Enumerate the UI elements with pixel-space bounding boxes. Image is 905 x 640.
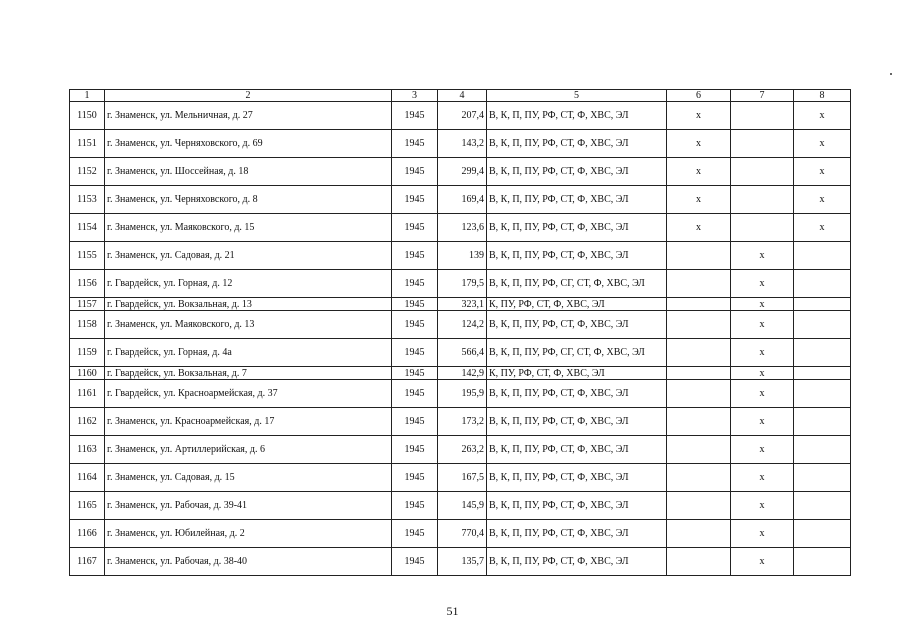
column-8-mark-cell: [794, 242, 851, 270]
utilities-cell: В, К, П, ПУ, РФ, СГ, СТ, Ф, ХВС, ЭЛ: [487, 339, 667, 367]
column-8-mark-cell: [794, 270, 851, 298]
column-7-mark-cell: х: [731, 242, 794, 270]
row-number-cell: 1164: [70, 464, 105, 492]
utilities-cell: В, К, П, ПУ, РФ, СТ, Ф, ХВС, ЭЛ: [487, 464, 667, 492]
table-row: [70, 436, 851, 464]
page-number: 51: [446, 604, 459, 618]
column-7-mark-cell: [731, 214, 794, 242]
column-6-mark-cell: [667, 548, 731, 576]
utilities-cell: В, К, П, ПУ, РФ, СТ, Ф, ХВС, ЭЛ: [487, 436, 667, 464]
column-7-mark-cell: х: [731, 270, 794, 298]
column-6-mark-cell: х: [667, 158, 731, 186]
area-cell: 299,4: [438, 158, 487, 186]
column-8-mark-cell: [794, 311, 851, 339]
year-cell: 1945: [392, 242, 438, 270]
column-7-mark-cell: х: [731, 380, 794, 408]
utilities-cell: В, К, П, ПУ, РФ, СТ, Ф, ХВС, ЭЛ: [487, 311, 667, 339]
column-8-mark-cell: х: [794, 130, 851, 158]
address-cell: г. Знаменск, ул. Шоссейная, д. 18: [105, 158, 392, 186]
column-6-mark-cell: [667, 408, 731, 436]
year-cell: 1945: [392, 298, 438, 311]
row-number-cell: 1155: [70, 242, 105, 270]
address-cell: г. Знаменск, ул. Рабочая, д. 38-40: [105, 548, 392, 576]
table-row: [70, 242, 851, 270]
row-number-cell: 1161: [70, 380, 105, 408]
header-col-7: 7: [731, 90, 794, 102]
row-number-cell: 1166: [70, 520, 105, 548]
column-6-mark-cell: [667, 367, 731, 380]
column-6-mark-cell: [667, 270, 731, 298]
header-col-1: 1: [70, 90, 105, 102]
column-8-mark-cell: [794, 408, 851, 436]
area-cell: 135,7: [438, 548, 487, 576]
year-cell: 1945: [392, 102, 438, 130]
area-cell: 143,2: [438, 130, 487, 158]
column-7-mark-cell: х: [731, 311, 794, 339]
area-cell: 195,9: [438, 380, 487, 408]
year-cell: 1945: [392, 339, 438, 367]
column-6-mark-cell: [667, 311, 731, 339]
table-row: [70, 520, 851, 548]
table-row: [70, 380, 851, 408]
header-col-4: 4: [438, 90, 487, 102]
year-cell: 1945: [392, 464, 438, 492]
header-col-2: 2: [105, 90, 392, 102]
address-cell: г. Гвардейск, ул. Горная, д. 12: [105, 270, 392, 298]
header-col-3: 3: [392, 90, 438, 102]
column-7-mark-cell: х: [731, 520, 794, 548]
area-cell: 145,9: [438, 492, 487, 520]
area-cell: 207,4: [438, 102, 487, 130]
area-cell: 179,5: [438, 270, 487, 298]
scan-speck: [890, 73, 892, 75]
column-7-mark-cell: х: [731, 492, 794, 520]
address-cell: г. Знаменск, ул. Маяковского, д. 13: [105, 311, 392, 339]
area-cell: 139: [438, 242, 487, 270]
table-row: [70, 367, 851, 380]
column-6-mark-cell: х: [667, 130, 731, 158]
column-8-mark-cell: [794, 436, 851, 464]
table-row: [70, 464, 851, 492]
row-number-cell: 1167: [70, 548, 105, 576]
year-cell: 1945: [392, 158, 438, 186]
column-6-mark-cell: [667, 520, 731, 548]
column-7-mark-cell: х: [731, 339, 794, 367]
table-row: [70, 492, 851, 520]
year-cell: 1945: [392, 492, 438, 520]
utilities-cell: В, К, П, ПУ, РФ, СТ, Ф, ХВС, ЭЛ: [487, 548, 667, 576]
column-7-mark-cell: х: [731, 298, 794, 311]
area-cell: 323,1: [438, 298, 487, 311]
column-7-mark-cell: [731, 158, 794, 186]
utilities-cell: В, К, П, ПУ, РФ, СТ, Ф, ХВС, ЭЛ: [487, 408, 667, 436]
row-number-cell: 1162: [70, 408, 105, 436]
utilities-cell: В, К, П, ПУ, РФ, СТ, Ф, ХВС, ЭЛ: [487, 242, 667, 270]
row-number-cell: 1154: [70, 214, 105, 242]
row-number-cell: 1152: [70, 158, 105, 186]
row-number-cell: 1157: [70, 298, 105, 311]
column-8-mark-cell: [794, 464, 851, 492]
address-cell: г. Гвардейск, ул. Вокзальная, д. 13: [105, 298, 392, 311]
table-row: [70, 408, 851, 436]
column-6-mark-cell: [667, 380, 731, 408]
year-cell: 1945: [392, 548, 438, 576]
table-row: [70, 214, 851, 242]
row-number-cell: 1160: [70, 367, 105, 380]
table-row: [70, 311, 851, 339]
column-6-mark-cell: х: [667, 214, 731, 242]
year-cell: 1945: [392, 311, 438, 339]
area-cell: 123,6: [438, 214, 487, 242]
column-6-mark-cell: [667, 464, 731, 492]
table-row: [70, 339, 851, 367]
year-cell: 1945: [392, 214, 438, 242]
row-number-cell: 1156: [70, 270, 105, 298]
row-number-cell: 1151: [70, 130, 105, 158]
column-7-mark-cell: [731, 102, 794, 130]
column-6-mark-cell: х: [667, 102, 731, 130]
column-8-mark-cell: [794, 380, 851, 408]
year-cell: 1945: [392, 520, 438, 548]
row-number-cell: 1150: [70, 102, 105, 130]
row-number-cell: 1159: [70, 339, 105, 367]
year-cell: 1945: [392, 380, 438, 408]
header-col-6: 6: [667, 90, 731, 102]
column-6-mark-cell: [667, 436, 731, 464]
row-number-cell: 1153: [70, 186, 105, 214]
column-8-mark-cell: [794, 367, 851, 380]
table-row: [70, 186, 851, 214]
area-cell: 169,4: [438, 186, 487, 214]
column-8-mark-cell: [794, 520, 851, 548]
row-number-cell: 1158: [70, 311, 105, 339]
address-cell: г. Знаменск, ул. Юбилейная, д. 2: [105, 520, 392, 548]
utilities-cell: В, К, П, ПУ, РФ, СТ, Ф, ХВС, ЭЛ: [487, 214, 667, 242]
column-8-mark-cell: [794, 548, 851, 576]
housing-registry-table: [69, 89, 851, 576]
column-6-mark-cell: [667, 492, 731, 520]
address-cell: г. Знаменск, ул. Артиллерийская, д. 6: [105, 436, 392, 464]
column-8-mark-cell: [794, 339, 851, 367]
table-row: [70, 270, 851, 298]
header-col-8: 8: [794, 90, 851, 102]
area-cell: 173,2: [438, 408, 487, 436]
column-7-mark-cell: х: [731, 436, 794, 464]
year-cell: 1945: [392, 186, 438, 214]
row-number-cell: 1163: [70, 436, 105, 464]
utilities-cell: В, К, П, ПУ, РФ, СТ, Ф, ХВС, ЭЛ: [487, 186, 667, 214]
address-cell: г. Знаменск, ул. Садовая, д. 15: [105, 464, 392, 492]
table-row: [70, 102, 851, 130]
column-8-mark-cell: х: [794, 102, 851, 130]
utilities-cell: В, К, П, ПУ, РФ, СТ, Ф, ХВС, ЭЛ: [487, 102, 667, 130]
column-7-mark-cell: х: [731, 367, 794, 380]
utilities-cell: В, К, П, ПУ, РФ, СТ, Ф, ХВС, ЭЛ: [487, 492, 667, 520]
column-7-mark-cell: х: [731, 464, 794, 492]
column-8-mark-cell: [794, 492, 851, 520]
address-cell: г. Гвардейск, ул. Вокзальная, д. 7: [105, 367, 392, 380]
utilities-cell: В, К, П, ПУ, РФ, СТ, Ф, ХВС, ЭЛ: [487, 130, 667, 158]
column-8-mark-cell: х: [794, 186, 851, 214]
column-7-mark-cell: х: [731, 548, 794, 576]
year-cell: 1945: [392, 436, 438, 464]
area-cell: 263,2: [438, 436, 487, 464]
area-cell: 770,4: [438, 520, 487, 548]
table-header-row: [70, 90, 851, 102]
row-number-cell: 1165: [70, 492, 105, 520]
table-row: [70, 298, 851, 311]
address-cell: г. Знаменск, ул. Черняховского, д. 8: [105, 186, 392, 214]
table-row: [70, 158, 851, 186]
area-cell: 167,5: [438, 464, 487, 492]
column-6-mark-cell: х: [667, 186, 731, 214]
address-cell: г. Знаменск, ул. Красноармейская, д. 17: [105, 408, 392, 436]
utilities-cell: В, К, П, ПУ, РФ, СТ, Ф, ХВС, ЭЛ: [487, 520, 667, 548]
table-row: [70, 548, 851, 576]
address-cell: г. Знаменск, ул. Садовая, д. 21: [105, 242, 392, 270]
table-row: [70, 130, 851, 158]
column-6-mark-cell: [667, 242, 731, 270]
address-cell: г. Знаменск, ул. Рабочая, д. 39-41: [105, 492, 392, 520]
column-7-mark-cell: [731, 186, 794, 214]
address-cell: г. Знаменск, ул. Маяковского, д. 15: [105, 214, 392, 242]
area-cell: 142,9: [438, 367, 487, 380]
utilities-cell: В, К, П, ПУ, РФ, СГ, СТ, Ф, ХВС, ЭЛ: [487, 270, 667, 298]
column-6-mark-cell: [667, 298, 731, 311]
year-cell: 1945: [392, 408, 438, 436]
address-cell: г. Гвардейск, ул. Горная, д. 4а: [105, 339, 392, 367]
column-8-mark-cell: х: [794, 214, 851, 242]
column-8-mark-cell: [794, 298, 851, 311]
year-cell: 1945: [392, 270, 438, 298]
column-6-mark-cell: [667, 339, 731, 367]
utilities-cell: В, К, П, ПУ, РФ, СТ, Ф, ХВС, ЭЛ: [487, 380, 667, 408]
header-col-5: 5: [487, 90, 667, 102]
column-8-mark-cell: х: [794, 158, 851, 186]
address-cell: г. Гвардейск, ул. Красноармейская, д. 37: [105, 380, 392, 408]
address-cell: г. Знаменск, ул. Черняховского, д. 69: [105, 130, 392, 158]
year-cell: 1945: [392, 130, 438, 158]
utilities-cell: К, ПУ, РФ, СТ, Ф, ХВС, ЭЛ: [487, 367, 667, 380]
utilities-cell: В, К, П, ПУ, РФ, СТ, Ф, ХВС, ЭЛ: [487, 158, 667, 186]
address-cell: г. Знаменск, ул. Мельничная, д. 27: [105, 102, 392, 130]
area-cell: 124,2: [438, 311, 487, 339]
utilities-cell: К, ПУ, РФ, СТ, Ф, ХВС, ЭЛ: [487, 298, 667, 311]
column-7-mark-cell: [731, 130, 794, 158]
column-7-mark-cell: х: [731, 408, 794, 436]
area-cell: 566,4: [438, 339, 487, 367]
year-cell: 1945: [392, 367, 438, 380]
